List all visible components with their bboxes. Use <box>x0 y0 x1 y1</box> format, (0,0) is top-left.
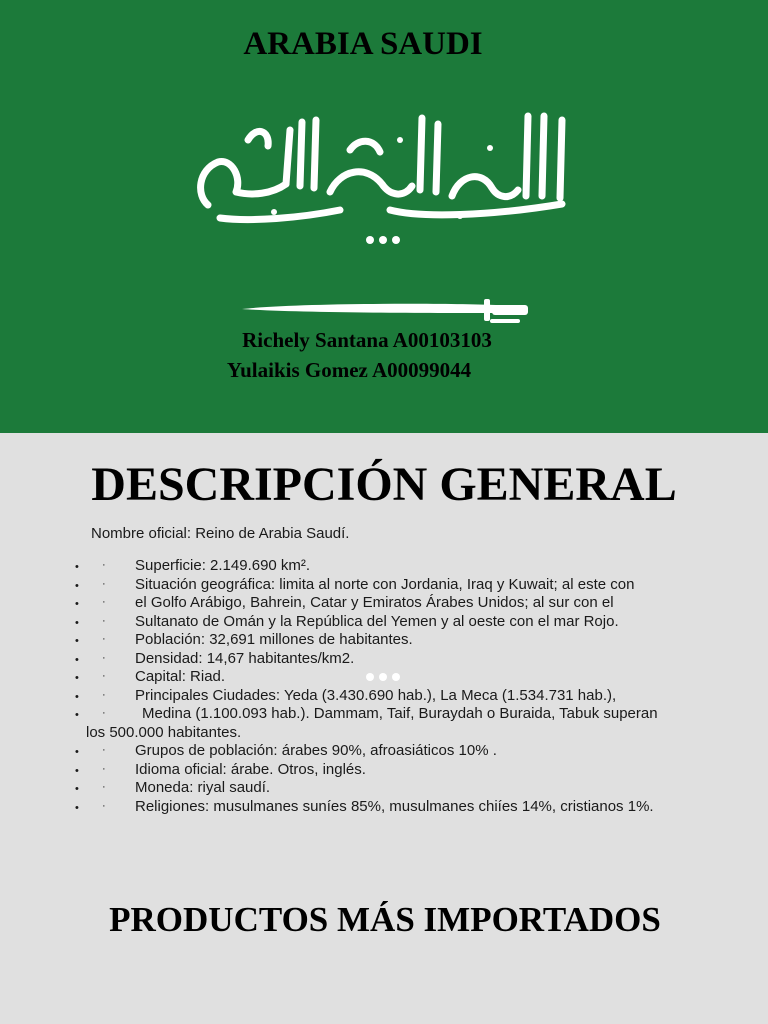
sword-icon <box>238 295 534 327</box>
list-item: • · el Golfo Arábigo, Bahrein, Catar y Emiratos Árabes Unidos; al sur con el <box>78 594 728 613</box>
list-item: • · Idioma oficial: árabe. Otros, inglés. <box>78 761 728 780</box>
authors <box>0 325 734 385</box>
dot <box>392 236 400 244</box>
list-item: • · Moneda: riyal saudí. <box>78 779 728 798</box>
official-name: Nombre oficial: Reino de Arabia Saudí. <box>91 525 350 542</box>
slide-title: PRODUCTOS MÁS IMPORTADOS <box>109 900 661 939</box>
description-slide <box>0 433 768 860</box>
shahada-calligraphy <box>190 100 585 225</box>
list-item: • · Superficie: 2.149.690 km². <box>78 557 728 576</box>
list-item: • · Grupos de población: árabes 90%, afroasiáticos 10% . <box>78 742 728 761</box>
facts-list <box>78 557 728 816</box>
list-item: • · Densidad: 14,67 habitantes/km2. <box>78 650 728 669</box>
author-2: Yulaikis Gomez A00099044 <box>226 358 472 382</box>
list-item: • · Religiones: musulmanes suníes 85%, musulmanes chiíes 14%, cristianos 1%. <box>78 798 728 817</box>
list-item: • · Principales Ciudades: Yeda (3.430.690 hab.), La Meca (1.534.731 hab.), <box>78 687 728 706</box>
dot <box>379 236 387 244</box>
slide-title: ARABIA SAUDI <box>243 26 483 62</box>
slide-title: DESCRIPCIÓN GENERAL <box>91 458 677 511</box>
title-slide <box>0 0 768 433</box>
list-item: • · Capital: Riad. <box>78 668 728 687</box>
slide-indicator-dots <box>366 236 400 244</box>
author-1: Richely Santana A00103103 <box>242 328 492 352</box>
list-item: • · Situación geográfica: limita al norte con Jordania, Iraq y Kuwait; al este con <box>78 576 728 595</box>
list-item: • · Sultanato de Omán y la República del Yemen y al oeste con el mar Rojo. <box>78 613 728 632</box>
list-item: • · Población: 32,691 millones de habitantes. <box>78 631 728 650</box>
dot <box>366 236 374 244</box>
list-item: • · Medina (1.100.093 hab.). Dammam, Taif, Buraydah o Buraida, Tabuk superan los 500.000 habitantes. <box>78 705 728 742</box>
imports-slide <box>0 860 768 1024</box>
